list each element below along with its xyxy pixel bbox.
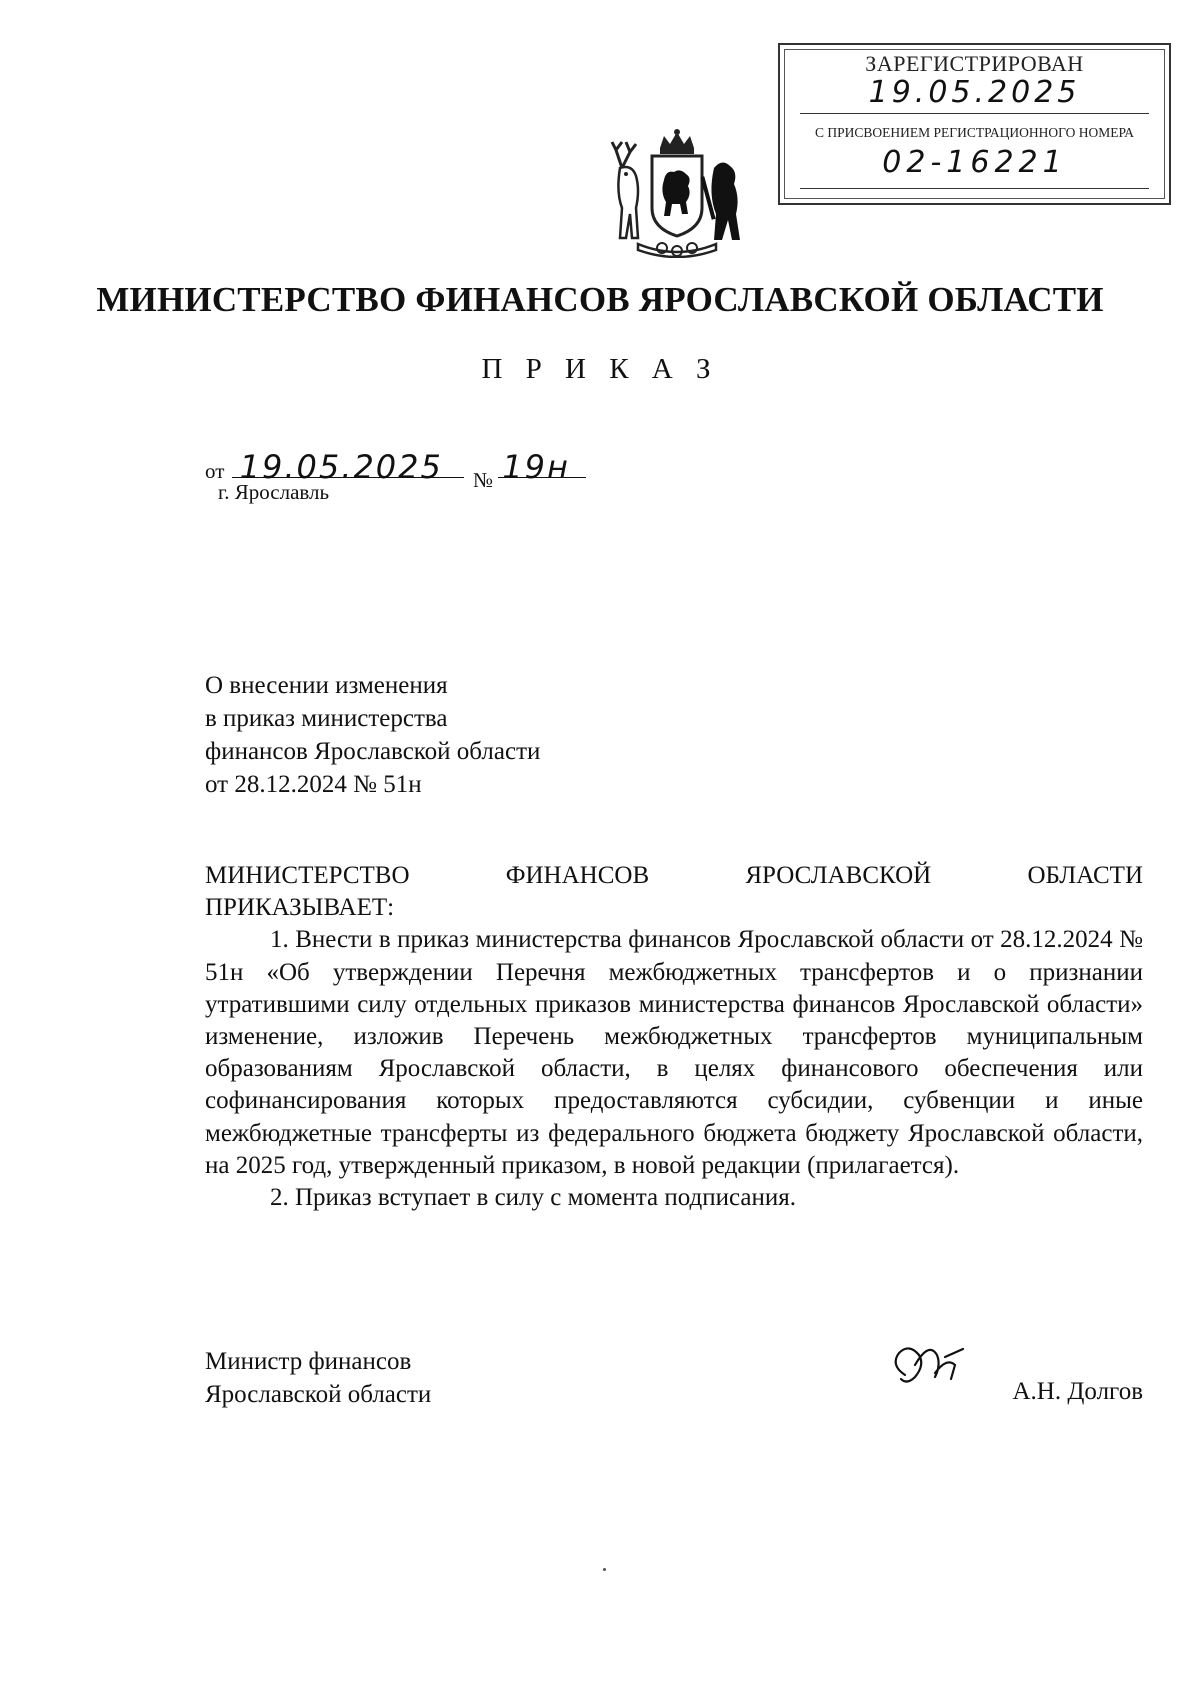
document-subject bbox=[205, 669, 725, 801]
stamp-title: ЗАРЕГИСТРИРОВАН bbox=[865, 51, 1084, 76]
subject-line: от 28.12.2024 № 51н bbox=[205, 771, 422, 798]
ministry-name: МИНИСТЕРСТВО ФИНАНСОВ ЯРОСЛАВСКОЙ ОБЛАСТИ bbox=[96, 280, 1104, 319]
preamble-line: МИНИСТЕРСТВО ФИНАНСОВ ЯРОСЛАВСКОЙ ОБЛАСТИ bbox=[205, 862, 1143, 889]
signer-position-line: Министр финансов bbox=[205, 1348, 412, 1375]
date-prefix: от bbox=[205, 459, 225, 483]
yaroslavl-coat-of-arms-icon bbox=[602, 128, 752, 258]
number-prefix: № bbox=[473, 468, 494, 492]
order-item-2: 2. Приказ вступает в силу с момента подписания. bbox=[270, 1184, 796, 1212]
document-type: П Р И К А З bbox=[481, 353, 719, 385]
stamp-subtitle: С ПРИСВОЕНИЕМ РЕГИСТРАЦИОННОГО НОМЕРА bbox=[815, 125, 1134, 140]
signer-position bbox=[205, 1345, 431, 1411]
signer-name: А.Н. Долгов bbox=[1012, 1378, 1143, 1405]
stamp-divider bbox=[800, 188, 1149, 189]
stamp-date: 19.05.2025 bbox=[868, 75, 1081, 110]
number-underline bbox=[498, 477, 586, 478]
city: г. Ярославль bbox=[218, 480, 330, 504]
document-body bbox=[205, 860, 1143, 1214]
registration-stamp bbox=[778, 43, 1171, 205]
stamp-registration-number: 02-16221 bbox=[882, 145, 1067, 180]
handwritten-signature-icon bbox=[885, 1335, 985, 1395]
handwritten-date: 19.05.2025 bbox=[239, 448, 443, 486]
date-underline bbox=[232, 477, 464, 478]
stamp-divider bbox=[800, 113, 1149, 114]
order-item-1: 1. Внести в приказ министерства финансов Ярославской области от 28.12.2024 № 51н «Об утверждении Перечня межбюджетных трансфертов и о признании утратившими силу отдельных приказов министерства финансов Ярославской области» изменение, изложив Перечень межбюджетных трансфертов муниципальным образованиям Ярославской области, в целях финансового обеспечения или софинансирования которых предоставляются субсидии, субвенции и иные межбюджетные трансферты из федерального бюджета бюджету Ярославской области, на 2025 год, утвержденный приказом, в новой редакции (прилагается). bbox=[205, 926, 1143, 1179]
number-line bbox=[473, 448, 570, 495]
scan-speck bbox=[603, 1568, 606, 1571]
signer-position-line: Ярославской области bbox=[205, 1381, 432, 1408]
subject-line: О внесении изменения bbox=[205, 672, 448, 699]
preamble-line: ПРИКАЗЫВАЕТ: bbox=[205, 894, 395, 922]
subject-line: финансов Ярославской области bbox=[205, 738, 541, 765]
subject-line: в приказ министерства bbox=[205, 705, 448, 732]
handwritten-number: 19н bbox=[502, 448, 570, 486]
